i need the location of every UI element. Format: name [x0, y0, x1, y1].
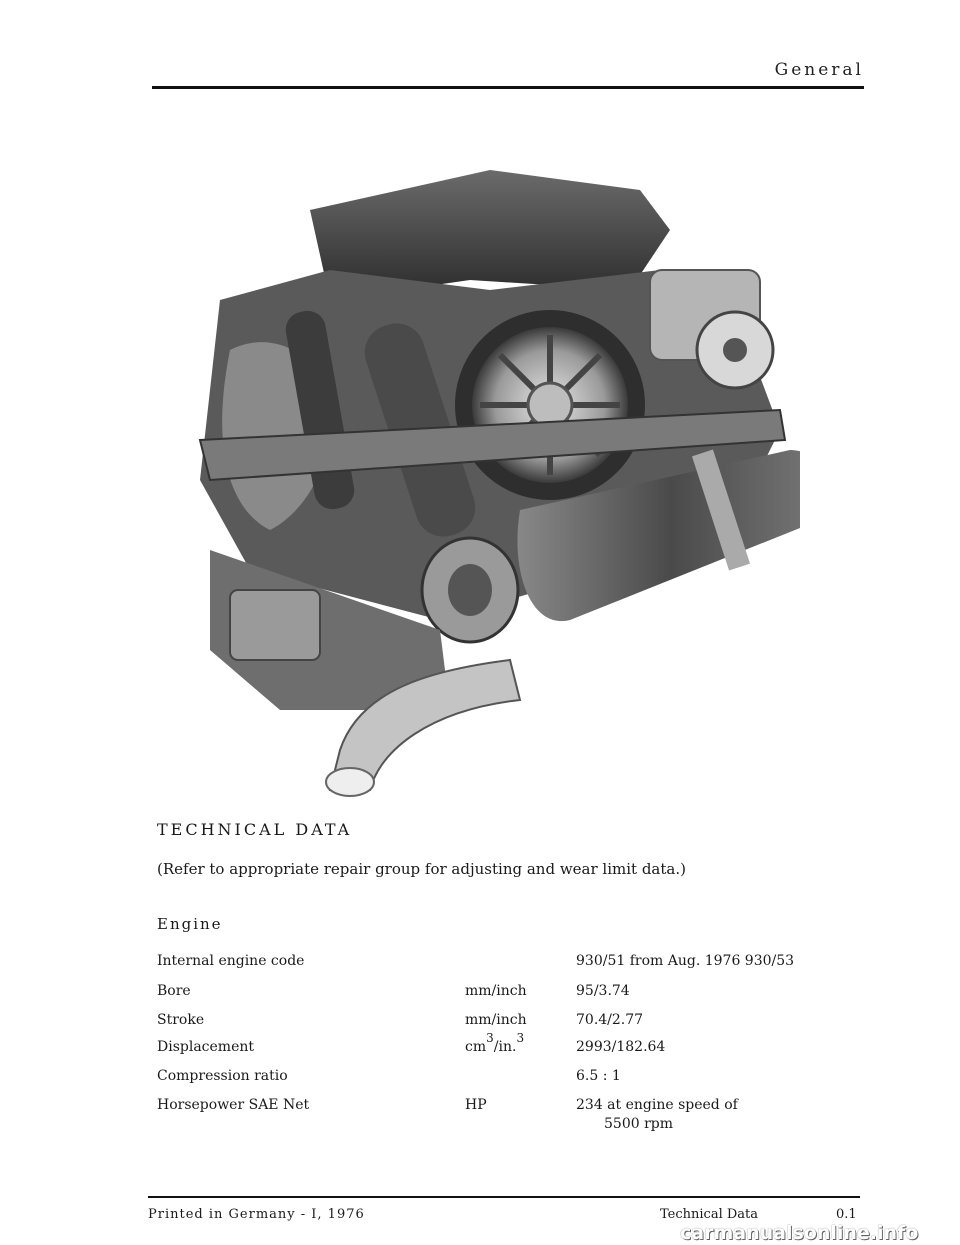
spec-label: Internal engine code — [157, 953, 305, 969]
page-number: 0.1 — [836, 1207, 857, 1222]
spec-unit: mm/inch — [465, 1012, 527, 1028]
section-header: General — [774, 60, 864, 80]
unit-superscript: 3 — [516, 1031, 525, 1045]
spec-row — [0, 1097, 960, 1125]
footer-rule — [148, 1196, 860, 1198]
spec-row — [0, 1031, 960, 1067]
spec-label: Stroke — [157, 1012, 205, 1028]
spec-value: 6.5 : 1 — [576, 1068, 621, 1084]
spec-label: Bore — [157, 983, 191, 999]
spec-value: 930/51 from Aug. 1976 930/53 — [576, 953, 795, 969]
spec-row — [0, 1068, 960, 1096]
unit-cm: cm — [465, 1039, 487, 1055]
engine-subheading: Engine — [157, 915, 223, 933]
engine-photo — [190, 150, 800, 800]
spec-unit: mm/inch — [465, 983, 527, 999]
unit-superscript: 3 — [486, 1031, 494, 1045]
technical-data-title: TECHNICAL DATA — [157, 820, 353, 839]
repair-group-note: (Refer to appropriate repair group for adjusting and wear limit data.) — [157, 860, 686, 878]
header-rule — [152, 86, 864, 89]
spec-value-continued: 5500 rpm — [604, 1116, 674, 1132]
spec-row — [0, 953, 960, 981]
spec-label: Displacement — [157, 1039, 255, 1055]
spec-unit — [465, 1031, 525, 1055]
chapter-label: Technical Data — [660, 1207, 759, 1222]
printed-in-note: Printed in Germany - I, 1976 — [148, 1207, 365, 1222]
spec-label: Compression ratio — [157, 1068, 288, 1084]
spec-row — [0, 1012, 960, 1040]
unit-in: /in. — [493, 1039, 517, 1055]
spec-unit: HP — [465, 1097, 487, 1113]
spec-label: Horsepower SAE Net — [157, 1097, 310, 1113]
spec-row — [0, 983, 960, 1011]
spec-value: 95/3.74 — [576, 983, 630, 999]
spec-value: 2993/182.64 — [576, 1039, 666, 1055]
spec-value: 234 at engine speed of — [576, 1097, 738, 1113]
watermark: carmanualsonline.info — [680, 1222, 919, 1244]
spec-value: 70.4/2.77 — [576, 1012, 644, 1028]
